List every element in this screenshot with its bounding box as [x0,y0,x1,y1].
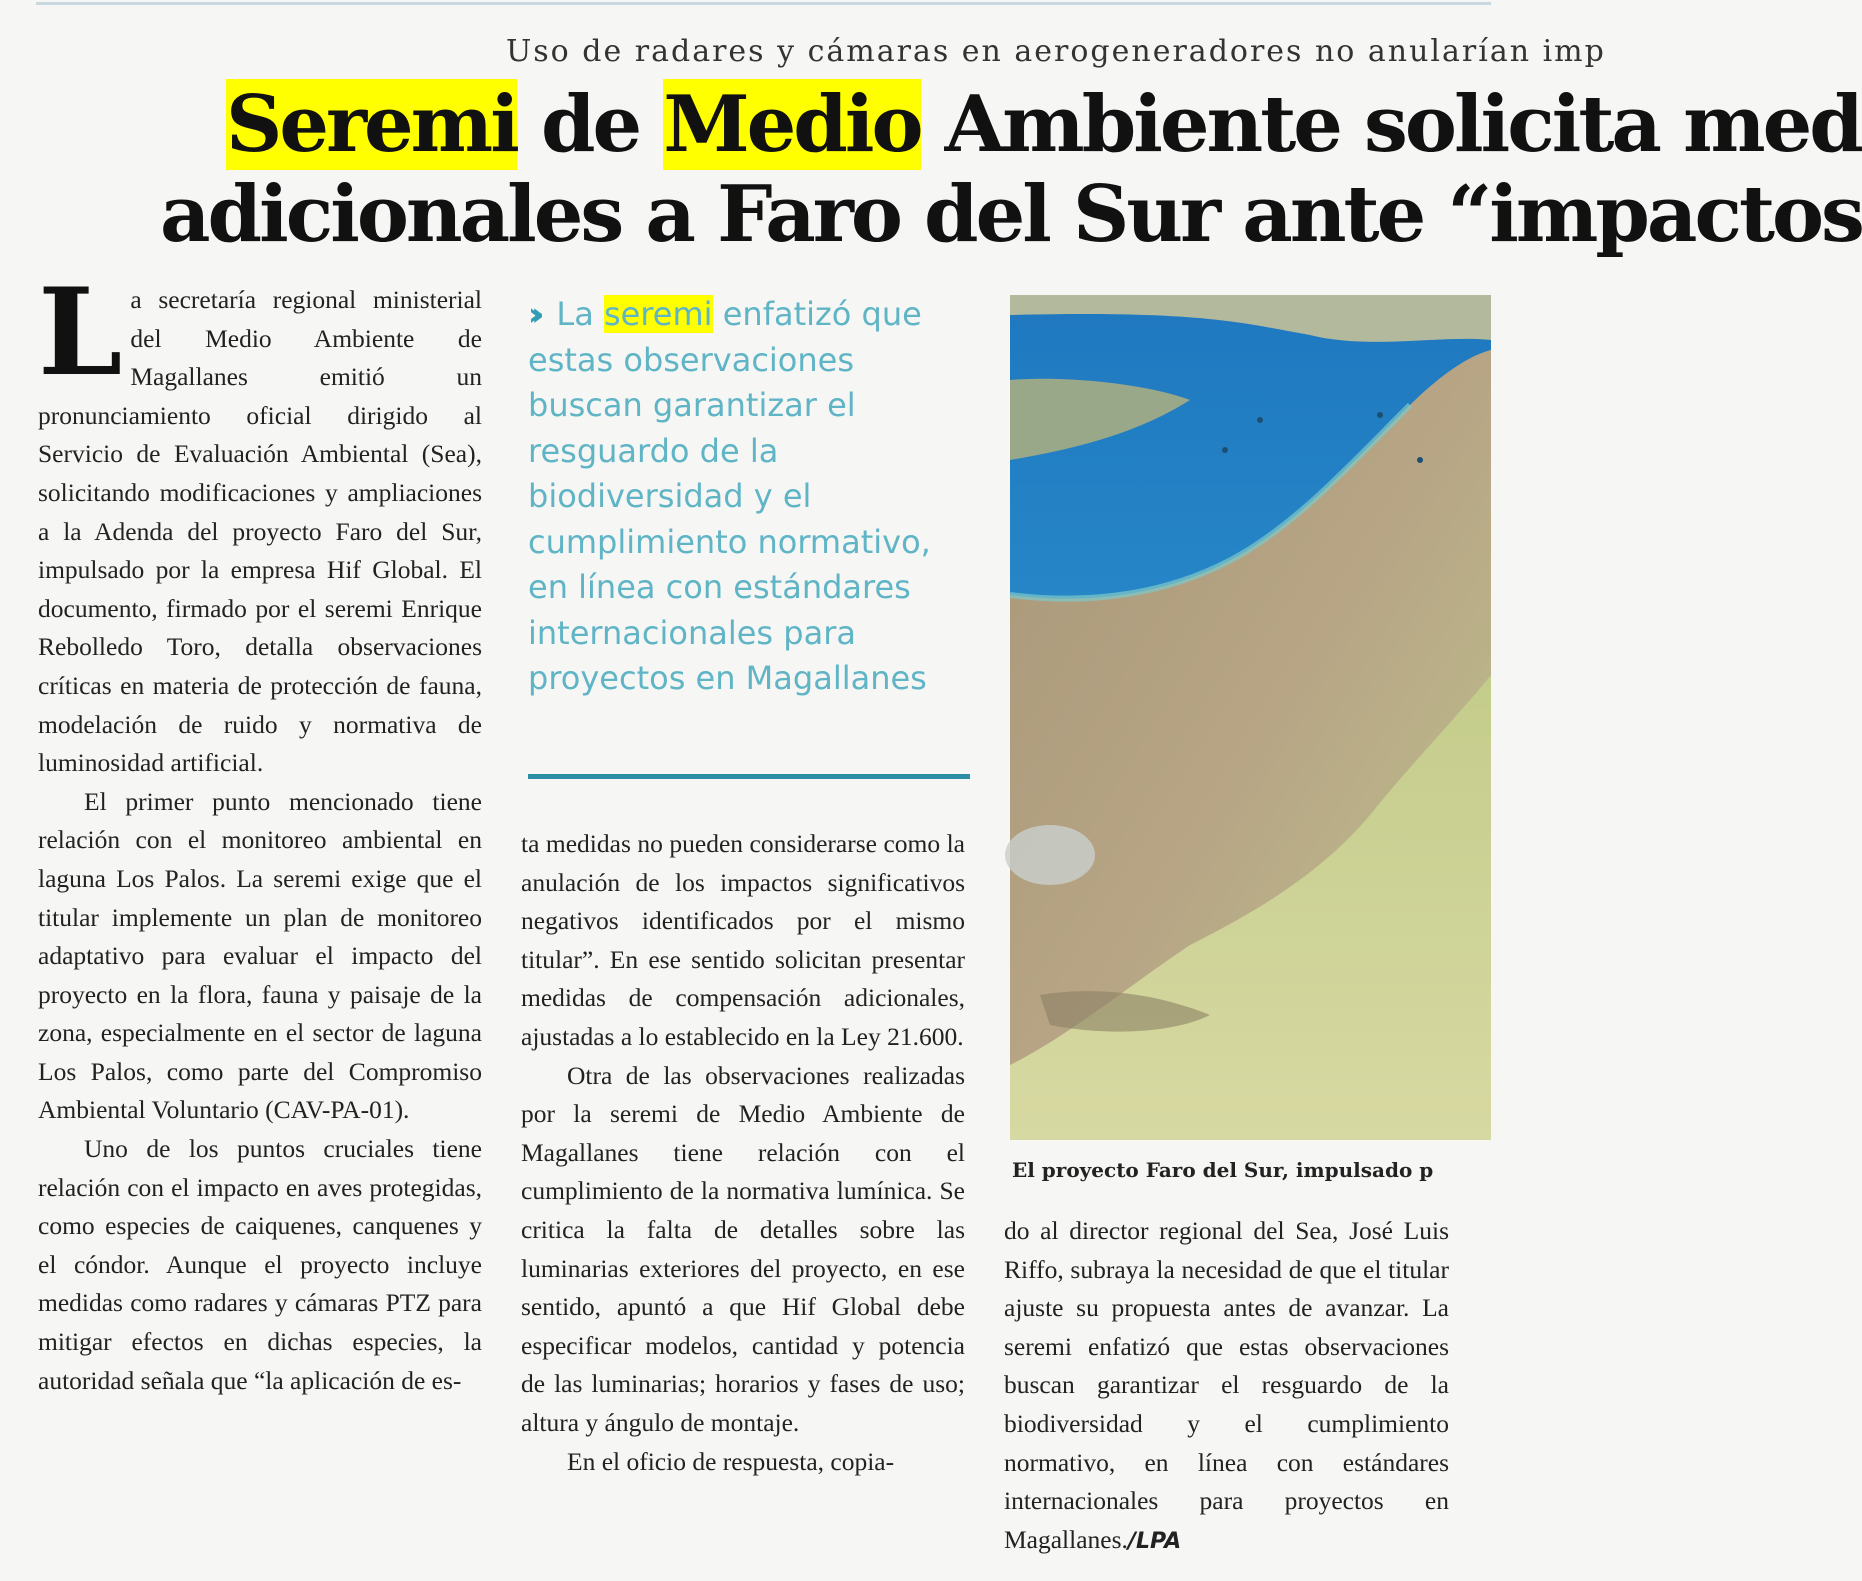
column-3 [1004,1212,1449,1561]
aerial-coastline-photo [1010,295,1491,1140]
pull-quote-word: enfatizó que estas observaciones buscan garantizar el resguardo de la biodiversidad y el cumplimiento normativo, en línea con estándares internacionales para proyectos en Magallanes [528,295,931,697]
pull-quote-rule [528,774,970,779]
column-1 [38,262,482,1400]
headline-text: de [516,79,664,170]
highlighted-word: seremi [603,295,713,333]
pull-quote [528,292,970,792]
paragraph: El primer punto mencionado tiene relación con el monitoreo ambiental en laguna Los Palos. La seremi exige que el titular implemente un plan de monitoreo adaptativo para evaluar el impacto del proyecto en la flora, fauna y paisaje de la zona, especialmente en el sector de laguna Los Palos, como parte del Compromiso Ambiental Voluntario (CAV-PA-01). [38,786,482,1125]
paragraph [38,262,482,783]
paragraph: Uno de los puntos cruciales tiene relación con el impacto en aves protegidas, como especies de caiquenes, canquenes y el cóndor. Aunque el proyecto incluye medidas como radares y cámaras PTZ para mitigar efectos en dichas especies, la autoridad señala que “la aplicación de es- [38,1134,482,1395]
paragraph: Otra de las observaciones realizadas por la seremi de Medio Ambiente de Magallanes tiene relación con el cumplimiento de la normativa lumínica. Se critica la falta de detalles sobre las luminarias exteriores del proyecto, en ese sentido, apuntó a que Hif Global debe especificar modelos, cantidad y potencia de las luminarias; horarios y fases de uso; altura y ángulo de montaje. [521,1060,965,1437]
headline-line-2: adicionales a Faro del Sur ante “impactos [160,169,1862,260]
highlighted-word: Medio [663,79,921,170]
headline-line-1 [226,80,1861,170]
paragraph: En el oficio de respuesta, copia- [567,1446,895,1476]
paragraph: ta medidas no pueden considerarse como la anulación de los impactos significativos negativos identificados por el mismo titular”. En ese sentido solicitan presentar medidas de compensación adicionales, ajustadas a lo establecido en la Ley 21.600. [521,829,965,1051]
double-chevron-right-icon: ›› [528,295,535,333]
headline [0,79,1862,270]
highlighted-word: Seremi [226,79,517,170]
headline-text: Ambiente solicita med [920,79,1861,170]
paragraph [1004,1212,1449,1561]
top-rule [36,2,1491,5]
pull-quote-text [528,292,970,702]
author-signature: /LPA [1127,1528,1182,1554]
pull-quote-word: La [556,295,604,333]
paragraph-text: a secretaría regional ministerial del Medio Ambiente de Magallanes emitió un pronunciamiento oficial dirigido al Servicio de Evaluación Ambiental (Sea), solicitando modificaciones y ampliaciones a la Adenda del proyecto Faro del Sur, impulsado por la empresa Hif Global. El documento, firmado por el seremi Enrique Rebolledo Toro, detalla observaciones críticas en materia de protección de fauna, modelación de ruido y normativa de luminosidad artificial. [38,285,482,778]
column-2 [521,825,965,1481]
photo-caption: El proyecto Faro del Sur, impulsado p [1012,1158,1434,1182]
paragraph-text: do al director regional del Sea, José Luis Riffo, subraya la necesidad de que el titular ajuste su propuesta antes de avanzar. La seremi enfatizó que estas observaciones buscan garantizar el resguardo de la biodiversidad y el cumplimiento normativo, en línea con estándares internacionales para proyectos en Magallanes. [1004,1216,1449,1554]
drop-cap: L [38,262,123,403]
kicker: Uso de radares y cámaras en aerogeneradores no anularían imp [506,34,1606,69]
